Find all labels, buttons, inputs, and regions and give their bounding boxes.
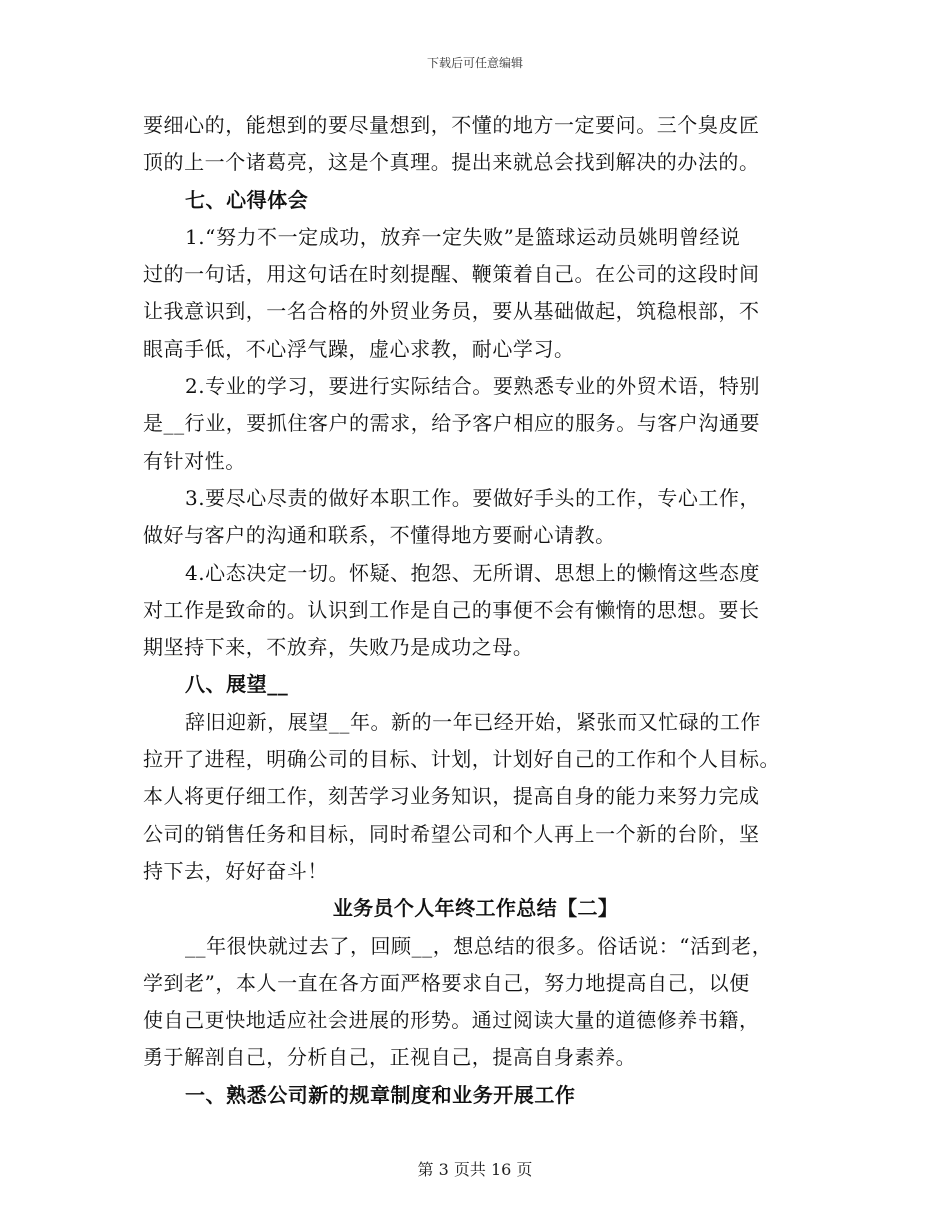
section-heading: 八、展望__ bbox=[185, 672, 289, 697]
body-line: 期坚持下来，不放弃，失败乃是成功之母。 bbox=[143, 635, 534, 660]
body-line: 勇于解剖自己，分析自己，正视自己，提高自身素养。 bbox=[143, 1045, 637, 1070]
body-line: 2.专业的学习，要进行实际结合。要熟悉专业的外贸术语，特别 bbox=[185, 374, 761, 399]
body-line: 拉开了进程，明确公司的目标、计划，计划好自己的工作和个人目标。 bbox=[143, 747, 781, 772]
body-line: 做好与客户的沟通和联系，不懂得地方要耐心请教。 bbox=[143, 523, 616, 548]
body-line: 本人将更仔细工作，刻苦学习业务知识，提高自身的能力来努力完成 bbox=[143, 784, 760, 809]
body-line: 学到老”，本人一直在各方面严格要求自己，努力地提高自己，以便 bbox=[143, 970, 750, 995]
section-heading: 一、熟悉公司新的规章制度和业务开展工作 bbox=[185, 1082, 576, 1107]
body-line: 是__行业，要抓住客户的需求，给予客户相应的服务。与客户沟通要 bbox=[143, 411, 761, 436]
body-line: 过的一句话，用这句话在时刻提醒、鞭策着自己。在公司的这段时间 bbox=[143, 262, 760, 287]
body-line: 3.要尽心尽责的做好本职工作。要做好手头的工作，专心工作， bbox=[185, 485, 761, 510]
body-line: 有针对性。 bbox=[143, 448, 246, 473]
body-line: 让我意识到，一名合格的外贸业务员，要从基础做起，筑稳根部，不 bbox=[143, 299, 760, 324]
body-line: __年很快就过去了，回顾__，想总结的很多。俗话说：“活到老， bbox=[185, 933, 773, 958]
body-line: 持下去，好好奋斗！ bbox=[143, 858, 328, 883]
page-footer: 第 3 页共 16 页 bbox=[417, 1160, 533, 1179]
body-line: 1.“努力不一定成功，放弃一定失败”是篮球运动员姚明曾经说 bbox=[185, 224, 741, 249]
body-line: 公司的销售任务和目标，同时希望公司和个人再上一个新的台阶，坚 bbox=[143, 821, 760, 846]
document-title: 业务员个人年终工作总结【二】 bbox=[332, 896, 619, 921]
body-line: 辞旧迎新，展望__年。新的一年已经开始，紧张而又忙碌的工作 bbox=[185, 709, 761, 734]
body-line: 顶的上一个诸葛亮，这是个真理。提出来就总会找到解决的办法的。 bbox=[143, 150, 760, 175]
body-line: 要细心的，能想到的要尽量想到，不懂的地方一定要问。三个臭皮匠 bbox=[143, 113, 760, 137]
body-line: 眼高手低，不心浮气躁，虚心求教，耐心学习。 bbox=[143, 336, 575, 361]
document-body bbox=[143, 107, 808, 1114]
body-line: 使自己更快地适应社会进展的形势。通过阅读大量的道德修养书籍， bbox=[143, 1008, 760, 1033]
page-header: 下载后可任意编辑 bbox=[426, 56, 523, 70]
section-heading: 七、心得体会 bbox=[185, 187, 309, 212]
body-line: 4.心态决定一切。怀疑、抱怨、无所谓、思想上的懒惰这些态度 bbox=[185, 560, 761, 585]
body-line: 对工作是致命的。认识到工作是自己的事便不会有懒惰的思想。要长 bbox=[143, 597, 760, 622]
